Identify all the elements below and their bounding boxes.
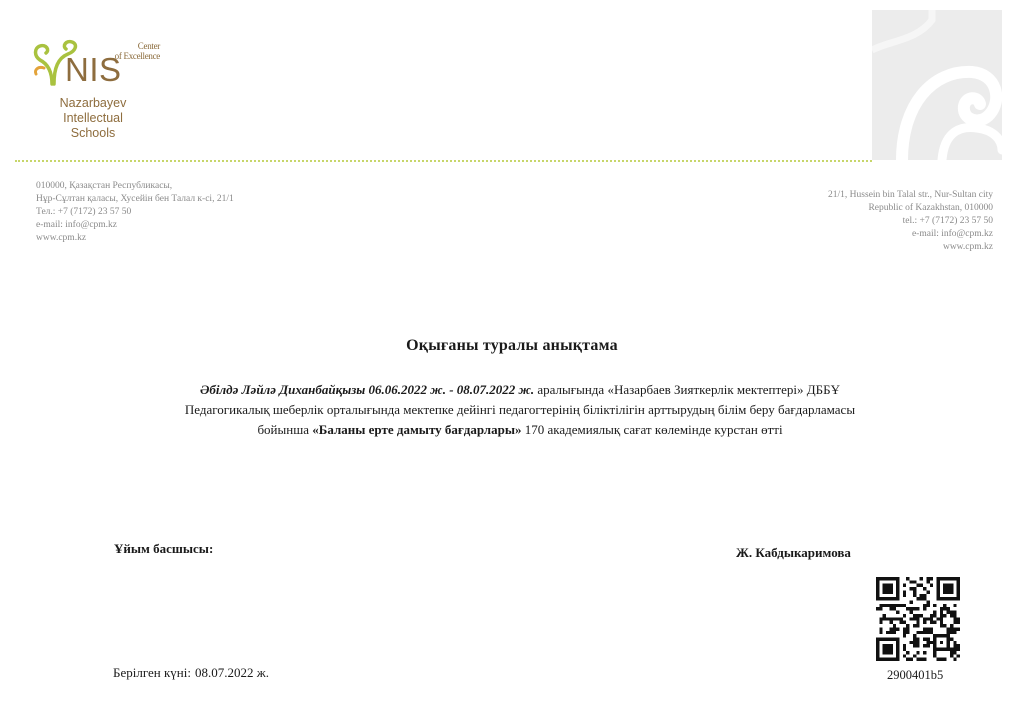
center-of-excellence-label: Center of Excellence bbox=[114, 41, 160, 61]
nis-acronym: NIS bbox=[65, 51, 122, 88]
document-body bbox=[90, 380, 950, 440]
signer-name: Ж. Кабдыкаримова bbox=[736, 545, 851, 560]
issued-date: 08.07.2022 ж. bbox=[194, 665, 269, 680]
issued-date-line bbox=[113, 665, 273, 681]
program-name: «Баланы ерте дамыту бағдарлары» bbox=[312, 422, 522, 437]
verification-code: 2900401b5 bbox=[887, 668, 944, 682]
body-line-1: Әбілдә Ләйлә Диханбайқызы 06.06.2022 ж. - 08.07.2022 ж. аралығында «Назарбаев Зияткерлік мектептері» ДББҰ bbox=[200, 382, 840, 397]
document-title: Оқығаны туралы анықтама bbox=[406, 337, 618, 354]
body-line-3: бойынша «Баланы ерте дамыту бағдарлары» 170 академиялық сағат көлемінде курстан өтті bbox=[257, 422, 783, 437]
student-and-dates: Әбілдә Ләйлә Диханбайқызы 06.06.2022 ж. - 08.07.2022 ж. bbox=[200, 382, 535, 397]
org-head-label: Ұйым басшысы: bbox=[114, 541, 214, 556]
qr-code-icon bbox=[876, 577, 960, 661]
address-english: 21/1, Hussein bin Talal str., Nur-Sultan city Republic of Kazakhstan, 010000 tel.: +7 (7172) 23 57 50 e-mail: info@cpm.kz www.cpm.kz bbox=[828, 190, 993, 252]
issued-label: Берілген күні: bbox=[113, 665, 191, 680]
header-divider bbox=[15, 160, 872, 162]
nis-full-name: Nazarbayev Intellectual Schools bbox=[59, 96, 127, 140]
kazakh-ornament-icon bbox=[872, 10, 1002, 160]
body-line-2: Педагогикалық шеберлік орталығында мектепке дейінгі педагогтерінің біліктілігін арттырудың білім беру бағдарламасы bbox=[184, 402, 856, 417]
address-kazakh: 010000, Қазақстан Республикасы, Нұр-Сұлтан қаласы, Хусейін бен Талал к-сі, 21/1 Тел.: +7 (7172) 23 57 50 e-mail: info@cpm.kz www.cpm.kz bbox=[36, 181, 234, 243]
nis-logo bbox=[30, 38, 180, 148]
